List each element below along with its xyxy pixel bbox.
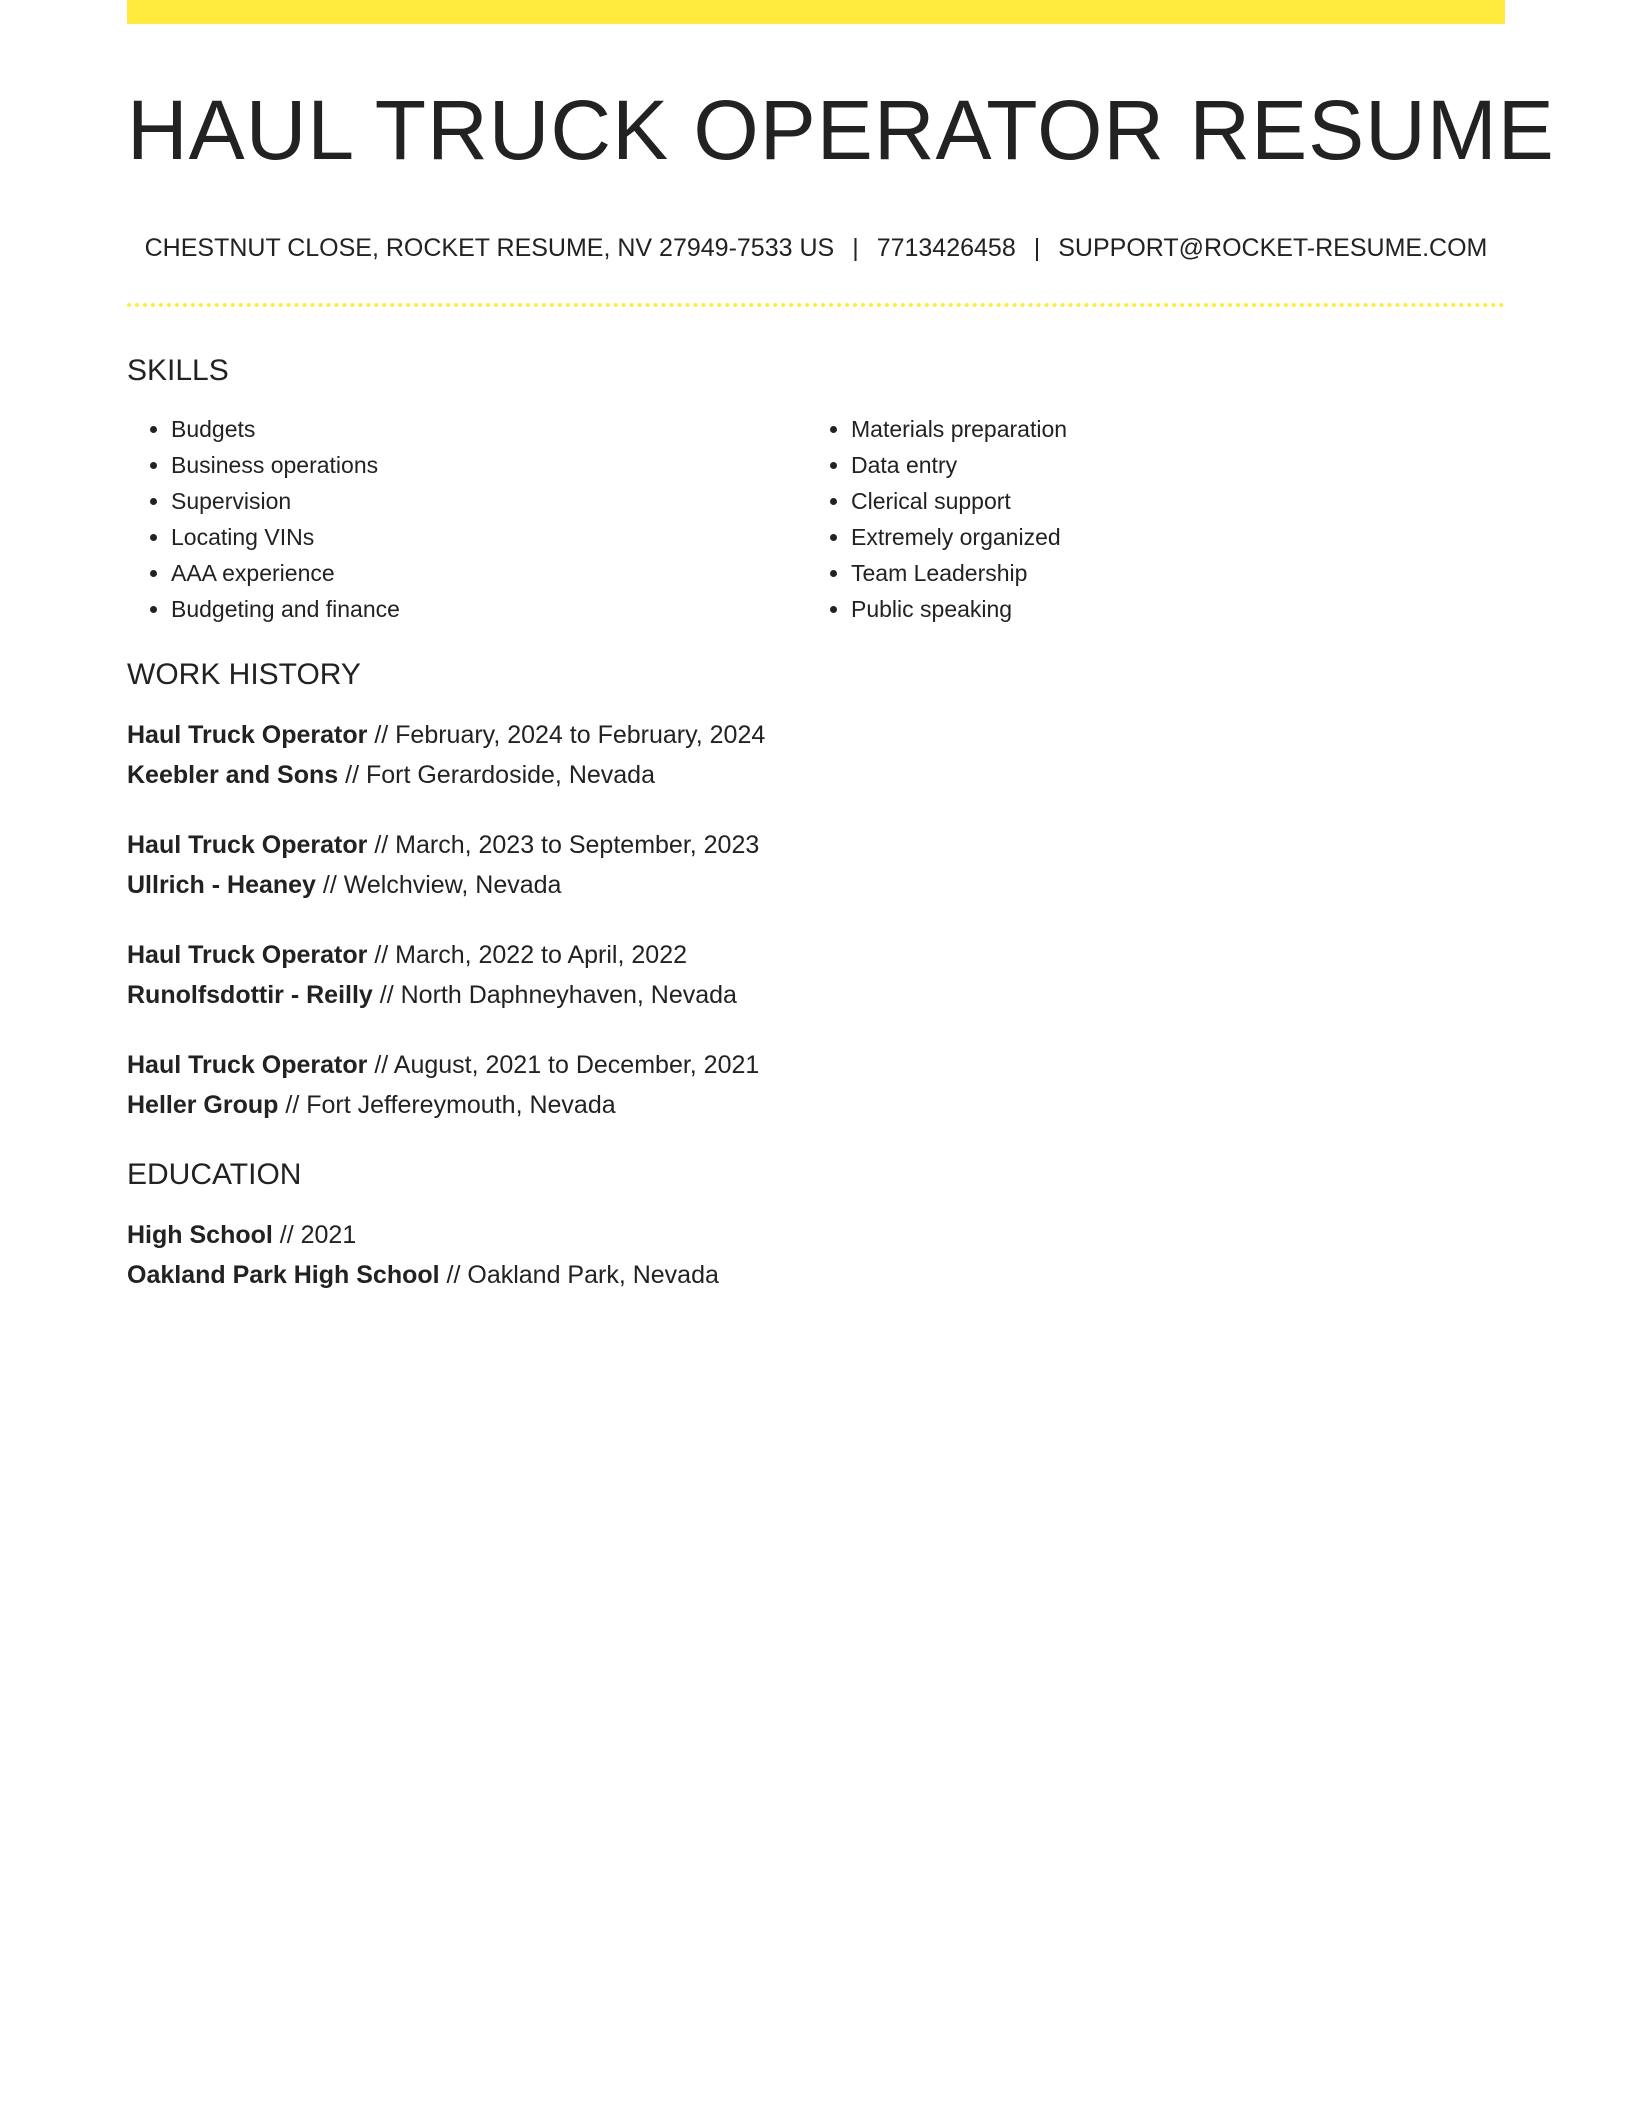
skills-heading: SKILLS (127, 354, 229, 388)
skill-item: • Supervision (171, 483, 807, 519)
job-line (127, 1045, 1505, 1085)
job-dates: // March, 2023 to September, 2023 (374, 831, 760, 860)
skill-item: • Budgets (171, 411, 807, 447)
company-location: // North Daphneyhaven, Nevada (379, 981, 737, 1010)
skill-item: • Materials preparation (851, 411, 1487, 447)
skill-item: • Locating VINs (171, 519, 807, 555)
company-name: Ullrich - Heaney (127, 871, 316, 900)
skill-item: • Extremely organized (851, 519, 1487, 555)
school-line (127, 1255, 1505, 1295)
accent-bar (127, 0, 1505, 24)
education-heading: EDUCATION (127, 1158, 302, 1192)
job-dates: // February, 2024 to February, 2024 (374, 721, 766, 750)
degree-line (127, 1215, 1505, 1255)
company-location: // Welchview, Nevada (322, 871, 562, 900)
job-title: Haul Truck Operator (127, 941, 368, 970)
job-title: Haul Truck Operator (127, 1051, 368, 1080)
company-name: Heller Group (127, 1091, 279, 1120)
job-line (127, 825, 1505, 865)
job-line (127, 715, 1505, 755)
education-list (127, 1215, 1505, 1295)
company-line (127, 975, 1505, 1015)
job-title: Haul Truck Operator (127, 721, 368, 750)
graduation-year: // 2021 (279, 1221, 357, 1250)
skills-column-right (807, 411, 1487, 627)
dotted-divider (127, 303, 1505, 307)
skill-item: • Budgeting and finance (171, 591, 807, 627)
job-entry (127, 825, 1505, 905)
skill-item: • Public speaking (851, 591, 1487, 627)
contact-address: CHESTNUT CLOSE, ROCKET RESUME, NV 27949-7533 US (144, 234, 835, 263)
job-dates: // March, 2022 to April, 2022 (374, 941, 687, 970)
job-line (127, 935, 1505, 975)
resume-title: HAUL TRUCK OPERATOR RESUME (127, 83, 1555, 177)
school-location: // Oakland Park, Nevada (446, 1261, 719, 1290)
work-history-heading: WORK HISTORY (127, 658, 361, 692)
company-location: // Fort Gerardoside, Nevada (345, 761, 655, 790)
company-name: Keebler and Sons (127, 761, 339, 790)
skill-item: • Clerical support (851, 483, 1487, 519)
skill-item: • AAA experience (171, 555, 807, 591)
skill-item: • Data entry (851, 447, 1487, 483)
company-line (127, 755, 1505, 795)
company-name: Runolfsdottir - Reilly (127, 981, 373, 1010)
skills-list (127, 411, 1505, 627)
company-line (127, 1085, 1505, 1125)
job-entry (127, 715, 1505, 795)
contact-line (127, 234, 1505, 263)
contact-separator: | (852, 234, 859, 263)
company-location: // Fort Jeffereymouth, Nevada (285, 1091, 616, 1120)
contact-separator: | (1033, 234, 1041, 263)
degree-name: High School (127, 1221, 273, 1250)
contact-phone: 7713426458 (876, 234, 1016, 263)
skills-column-left (127, 411, 807, 627)
job-title: Haul Truck Operator (127, 831, 368, 860)
work-history-list (127, 715, 1505, 1125)
school-name: Oakland Park High School (127, 1261, 440, 1290)
skill-item: • Team Leadership (851, 555, 1487, 591)
job-entry (127, 935, 1505, 1015)
job-dates: // August, 2021 to December, 2021 (374, 1051, 760, 1080)
job-entry (127, 1045, 1505, 1125)
company-line (127, 865, 1505, 905)
skill-item: • Business operations (171, 447, 807, 483)
resume-page (127, 0, 1555, 1295)
education-entry (127, 1215, 1505, 1295)
contact-email: SUPPORT@ROCKET-RESUME.COM (1058, 234, 1488, 263)
